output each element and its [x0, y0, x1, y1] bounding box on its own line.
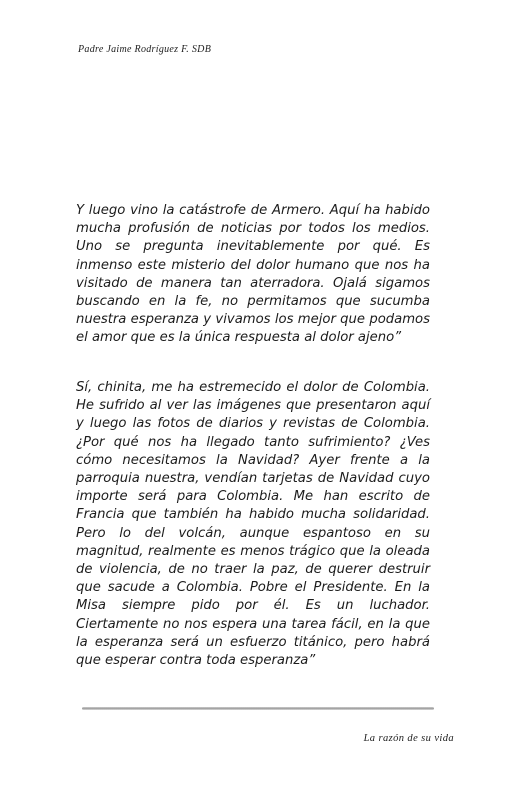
- footer-divider: [82, 707, 434, 710]
- running-footer-book-title: La razón de su vida: [363, 733, 454, 744]
- body-paragraph-2: Sí, chinita, me ha estremecido el dolor de Colombia. He sufrido al ver las imágenes que presentaron aquí y luego las fotos de diarios y revistas de Colombia. ¿Por qué nos ha llegado tanto sufrimiento? ¿Ves cómo necesitamos la Navidad? Ayer frente a la parroquia nuestra, vendían tarjetas de Navidad cuyo importe será para Colombia. Me han escrito de Francia que también ha habido mucha solidaridad. Pero lo del volcán, aunque espantoso en su magnitud, realmente es menos trágico que la oleada de violencia, de no traer la paz, de querer destruir que sacude a Colombia. Pobre el Presidente. En la Misa siempre pido por él. Es un luchador. Ciertamente no nos espera una tarea fácil, en la que la esperanza será un esfuerzo titánico, pero habrá que esperar contra toda esperanza”: [76, 380, 430, 669]
- running-header-author: Padre Jaime Rodríguez F. SDB: [78, 44, 212, 55]
- body-paragraph-1: Y luego vino la catástrofe de Armero. Aquí ha habido mucha profusión de noticias por todos los medios. Uno se pregunta inevitablemente por qué. Es inmenso este misterio del dolor humano que nos ha visitado de manera tan aterradora. Ojalá sigamos buscando en la fe, no permitamos que sucumba nuestra esperanza y vivamos los mejor que podamos el amor que es la única respuesta al dolor ajeno”: [76, 203, 430, 346]
